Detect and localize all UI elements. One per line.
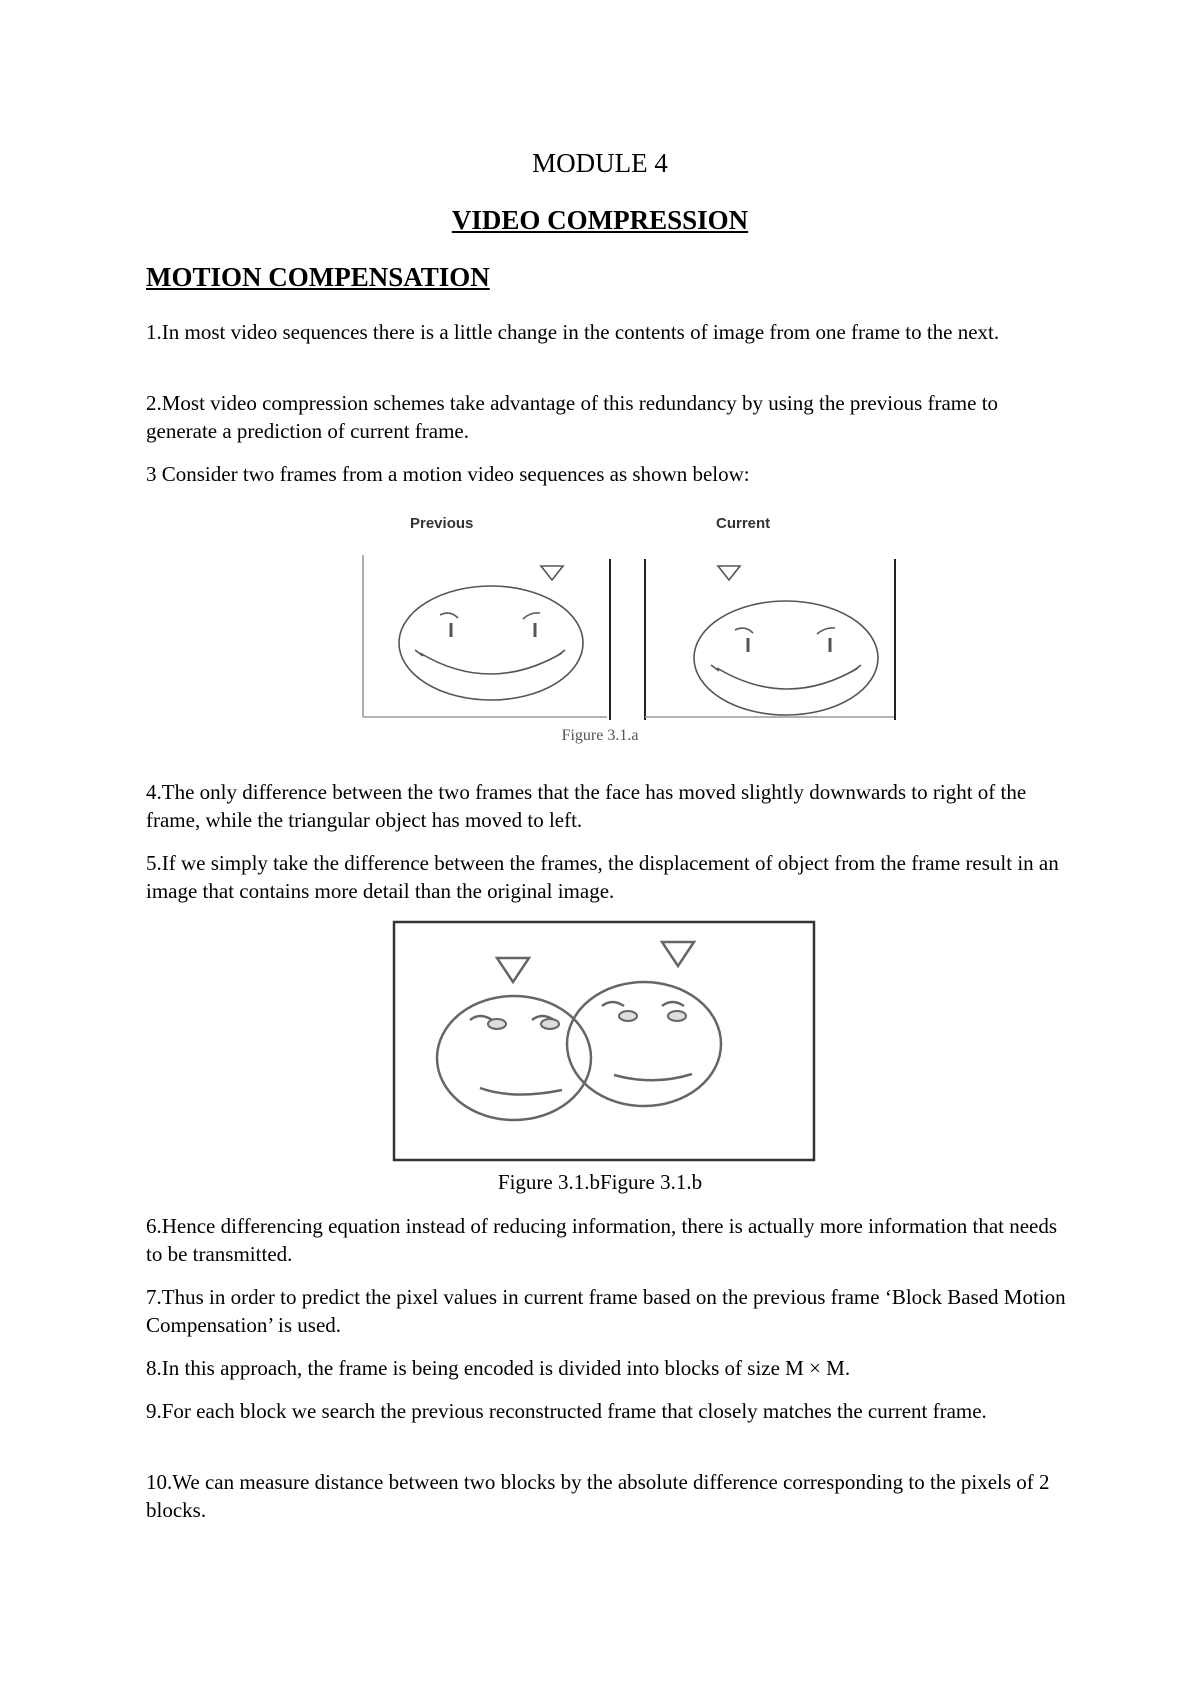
paragraph-7: 7.Thus in order to predict the pixel values in current frame based on the previous frame ‘Block Based Motion Compensation’ is used. [146, 1285, 1066, 1337]
figure-a-label-current: Current [716, 515, 771, 532]
paragraph-9: 9.For each block we search the previous reconstructed frame that closely matches the current frame. [146, 1399, 987, 1423]
figure-b-image [392, 920, 818, 1165]
section-heading: MOTION COMPENSATION [146, 262, 490, 292]
figure-b-caption: Figure 3.1.bFigure 3.1.b [497, 1170, 703, 1194]
figure-a-label-previous: Previous [410, 515, 474, 532]
paragraph-3: 3 Consider two frames from a motion video sequences as shown below: [146, 462, 750, 486]
figure-a-image [355, 555, 900, 725]
subject-heading: VIDEO COMPRESSION [451, 205, 749, 235]
paragraph-1: 1.In most video sequences there is a little change in the contents of image from one frame to the next. [146, 320, 1000, 344]
figure-a-caption: Figure 3.1.a [561, 727, 639, 744]
paragraph-10: 10.We can measure distance between two blocks by the absolute difference corresponding to the pixels of 2 blocks. [146, 1470, 1050, 1522]
paragraph-6: 6.Hence differencing equation instead of reducing information, there is actually more information that needs to be transmitted. [146, 1214, 1058, 1266]
paragraph-4: 4.The only difference between the two frames that the face has moved slightly downwards to right of the frame, while the triangular object has moved to left. [146, 780, 1027, 832]
paragraph-8: 8.In this approach, the frame is being encoded is divided into blocks of size M × M. [146, 1356, 851, 1380]
module-heading: MODULE 4 [532, 148, 668, 178]
paragraph-2: 2.Most video compression schemes take advantage of this redundancy by using the previous frame to generate a prediction of current frame. [146, 391, 999, 443]
paragraph-5: 5.If we simply take the difference between the frames, the displacement of object from the frame result in an image that contains more detail than the original image. [146, 851, 1059, 903]
